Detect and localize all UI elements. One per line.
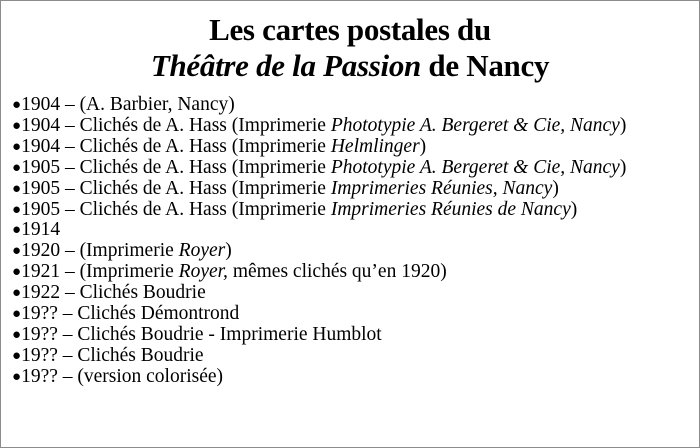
item-text-end: ) (619, 114, 627, 136)
bullet-icon: ● (12, 138, 22, 155)
item-text: 1904 – Clichés de A. Hass (Imprimerie (21, 135, 331, 157)
postcard-list (12, 95, 698, 388)
bullet-icon: ● (12, 117, 22, 134)
item-text-end: ) (419, 135, 427, 157)
page-title (0, 12, 700, 84)
item-text: 19?? – Clichés Démontrond (21, 303, 240, 325)
item-text: 19?? – Clichés Boudrie - Imprimerie Humblot (21, 323, 382, 345)
bullet-icon: ● (12, 97, 22, 113)
item-text: 1905 – Clichés de A. Hass (Imprimerie (21, 198, 331, 220)
item-text-end: mêmes clichés qu’en 1920) (227, 261, 447, 283)
list-item (12, 262, 698, 283)
item-text: 1922 – Clichés Boudrie (21, 282, 206, 304)
bullet-icon: ● (12, 306, 22, 323)
list-item (12, 346, 698, 367)
bullet-icon: ● (12, 285, 22, 302)
bullet-icon: ● (12, 159, 22, 176)
bullet-icon: ● (12, 347, 22, 364)
item-italic-text: Royer, (178, 261, 228, 283)
item-text-end: ) (619, 156, 627, 178)
bullet-icon: ● (12, 326, 22, 343)
item-text: 1921 – (Imprimerie (21, 261, 179, 283)
list-item (12, 179, 698, 200)
item-italic-text: Imprimeries Réunies de Nancy (330, 198, 571, 220)
item-text: 1914 (21, 219, 61, 241)
bullet-icon: ● (12, 201, 22, 218)
list-item (12, 283, 698, 304)
item-text: 1904 – Clichés de A. Hass (Imprimerie (21, 114, 331, 136)
item-text: 1905 – Clichés de A. Hass (Imprimerie (21, 156, 331, 178)
bullet-icon: ● (12, 243, 22, 260)
bullet-icon: ● (12, 180, 22, 197)
item-text: 19?? – Clichés Boudrie (21, 344, 204, 366)
item-text: 1904 – (A. Barbier, Nancy) (21, 94, 235, 115)
item-text-end: ) (552, 177, 559, 199)
list-item (12, 158, 698, 179)
title-italic-part: Théâtre de la Passion (150, 48, 421, 83)
list-item (12, 95, 698, 116)
list-item (12, 200, 698, 221)
item-italic-text: Royer (178, 240, 226, 262)
list-item (12, 137, 698, 158)
item-text: 19?? – (version colorisée) (21, 365, 224, 387)
item-italic-text: Phototypie A. Bergeret & Cie, Nancy (330, 114, 620, 136)
item-text-end: ) (570, 198, 578, 220)
list-item (12, 367, 698, 388)
item-italic-text: Phototypie A. Bergeret & Cie, Nancy (330, 156, 620, 178)
item-text: 1920 – (Imprimerie (21, 240, 179, 262)
list-item (12, 116, 698, 137)
bullet-icon: ● (12, 222, 22, 239)
item-italic-text: Imprimeries Réunies, Nancy (330, 177, 553, 199)
item-italic-text: Helmlinger (330, 135, 420, 157)
list-item (12, 241, 698, 262)
title-line-2 (0, 48, 700, 84)
item-text: 1905 – Clichés de A. Hass (Imprimerie (21, 177, 331, 199)
list-item (12, 325, 698, 346)
bullet-icon: ● (12, 368, 22, 385)
list-item (12, 220, 698, 241)
title-rest-part: de Nancy (420, 48, 550, 83)
list-item (12, 304, 698, 325)
title-line-1: Les cartes postales du (209, 12, 491, 47)
item-text-end: ) (225, 240, 232, 262)
bullet-icon: ● (12, 264, 22, 281)
